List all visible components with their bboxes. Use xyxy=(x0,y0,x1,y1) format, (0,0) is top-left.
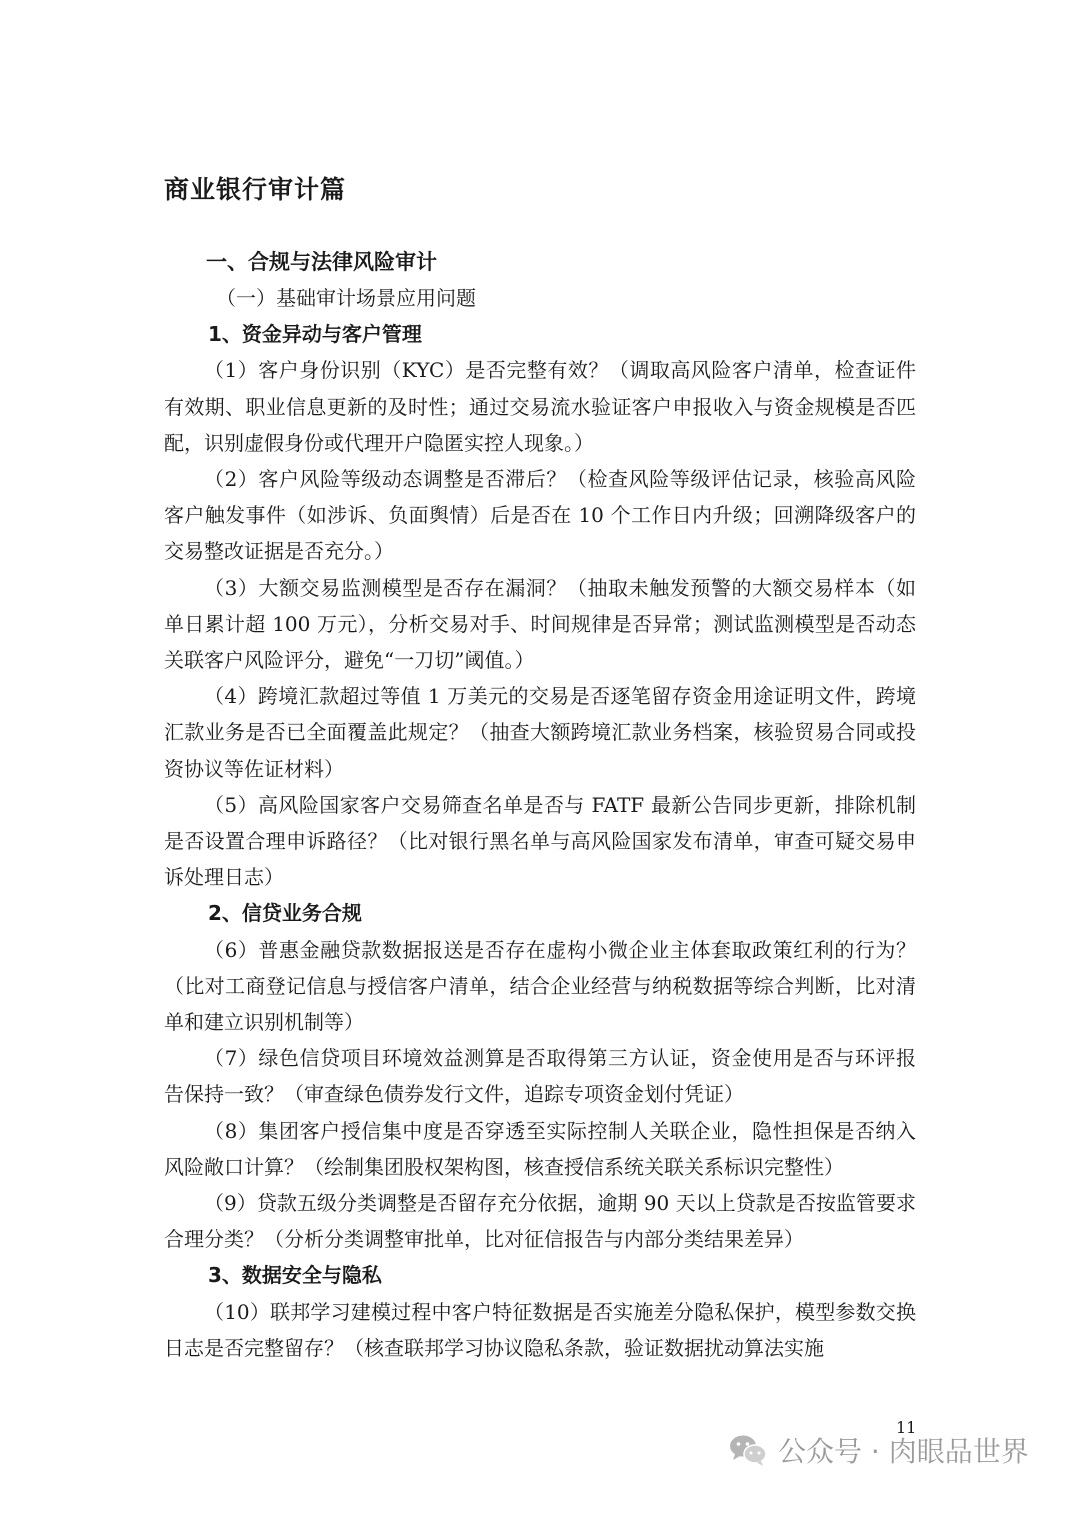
group-heading: 3、数据安全与隐私 xyxy=(208,1263,382,1288)
watermark-text: 公众号 · 肉眼品世界 xyxy=(778,1435,1029,1468)
question-paragraph: （10）联邦学习建模过程中客户特征数据是否实施差分隐私保护，模型参数交换日志是否完整留存？（核查联邦学习协议隐私条款，验证数据扰动算法实施 xyxy=(164,1299,916,1360)
watermark xyxy=(728,1430,1029,1470)
question-paragraph: （3）大额交易监测模型是否存在漏洞？（抽取未触发预警的大额交易样本（如单日累计超 100 万元），分析交易对手、时间规律是否异常；测试监测模型是否动态关联客户风险评分，避免“一刀切”阈值。） xyxy=(164,575,916,673)
group-heading: 1、资金异动与客户管理 xyxy=(208,322,422,347)
question-paragraph: （2）客户风险等级动态调整是否滞后？（检查风险等级评估记录，核验高风险客户触发事件（如涉诉、负面舆情）后是否在 10 个工作日内升级；回溯降级客户的交易整改证据是否充分。） xyxy=(164,467,916,564)
question-paragraph: （9）贷款五级分类调整是否留存充分依据，逾期 90 天以上贷款是否按监管要求合理分类？（分析分类调整审批单，比对征信报告与内部分类结果差异） xyxy=(164,1191,916,1252)
document-body xyxy=(164,280,916,1366)
question-paragraph: （4）跨境汇款超过等值 1 万美元的交易是否逐笔留存资金用途证明文件，跨境汇款业务是否已全面覆盖此规定？（抽查大额跨境汇款业务档案，核验贸易合同或投资协议等佐证材料） xyxy=(164,684,916,781)
question-paragraph: （7）绿色信贷项目环境效益测算是否取得第三方认证，资金使用是否与环评报告保持一致？（审查绿色债券发行文件，追踪专项资金划付凭证） xyxy=(164,1046,916,1107)
question-paragraph: （6）普惠金融贷款数据报送是否存在虚构小微企业主体套取政策红利的行为？（比对工商登记信息与授信客户清单，结合企业经营与纳税数据等综合判断，比对清单和建立识别机制等） xyxy=(164,937,916,1035)
question-paragraph: （5）高风险国家客户交易筛查名单是否与 FATF 最新公告同步更新，排除机制是否设置合理申诉路径？（比对银行黑名单与高风险国家发布清单，审查可疑交易申诉处理日志） xyxy=(164,792,916,890)
question-paragraph: （1）客户身份识别（KYC）是否完整有效？（调取高风险客户清单，检查证件有效期、职业信息更新的及时性；通过交易流水验证客户申报收入与资金规模是否匹配，识别虚假身份或代理开户隐匿实控人现象。） xyxy=(164,358,916,455)
section-heading: 一、合规与法律风险审计 xyxy=(206,250,437,274)
page-title: 商业银行审计篇 xyxy=(164,175,347,204)
group-heading: 2、信贷业务合规 xyxy=(208,901,362,926)
subsection-heading: （一）基础审计场景应用问题 xyxy=(216,286,476,310)
wechat-icon xyxy=(728,1433,768,1467)
question-paragraph: （8）集团客户授信集中度是否穿透至实际控制人关联企业，隐性担保是否纳入风险敞口计算？（绘制集团股权架构图，核查授信系统关联关系标识完整性） xyxy=(164,1118,916,1179)
page-number: 11 xyxy=(896,1418,917,1437)
